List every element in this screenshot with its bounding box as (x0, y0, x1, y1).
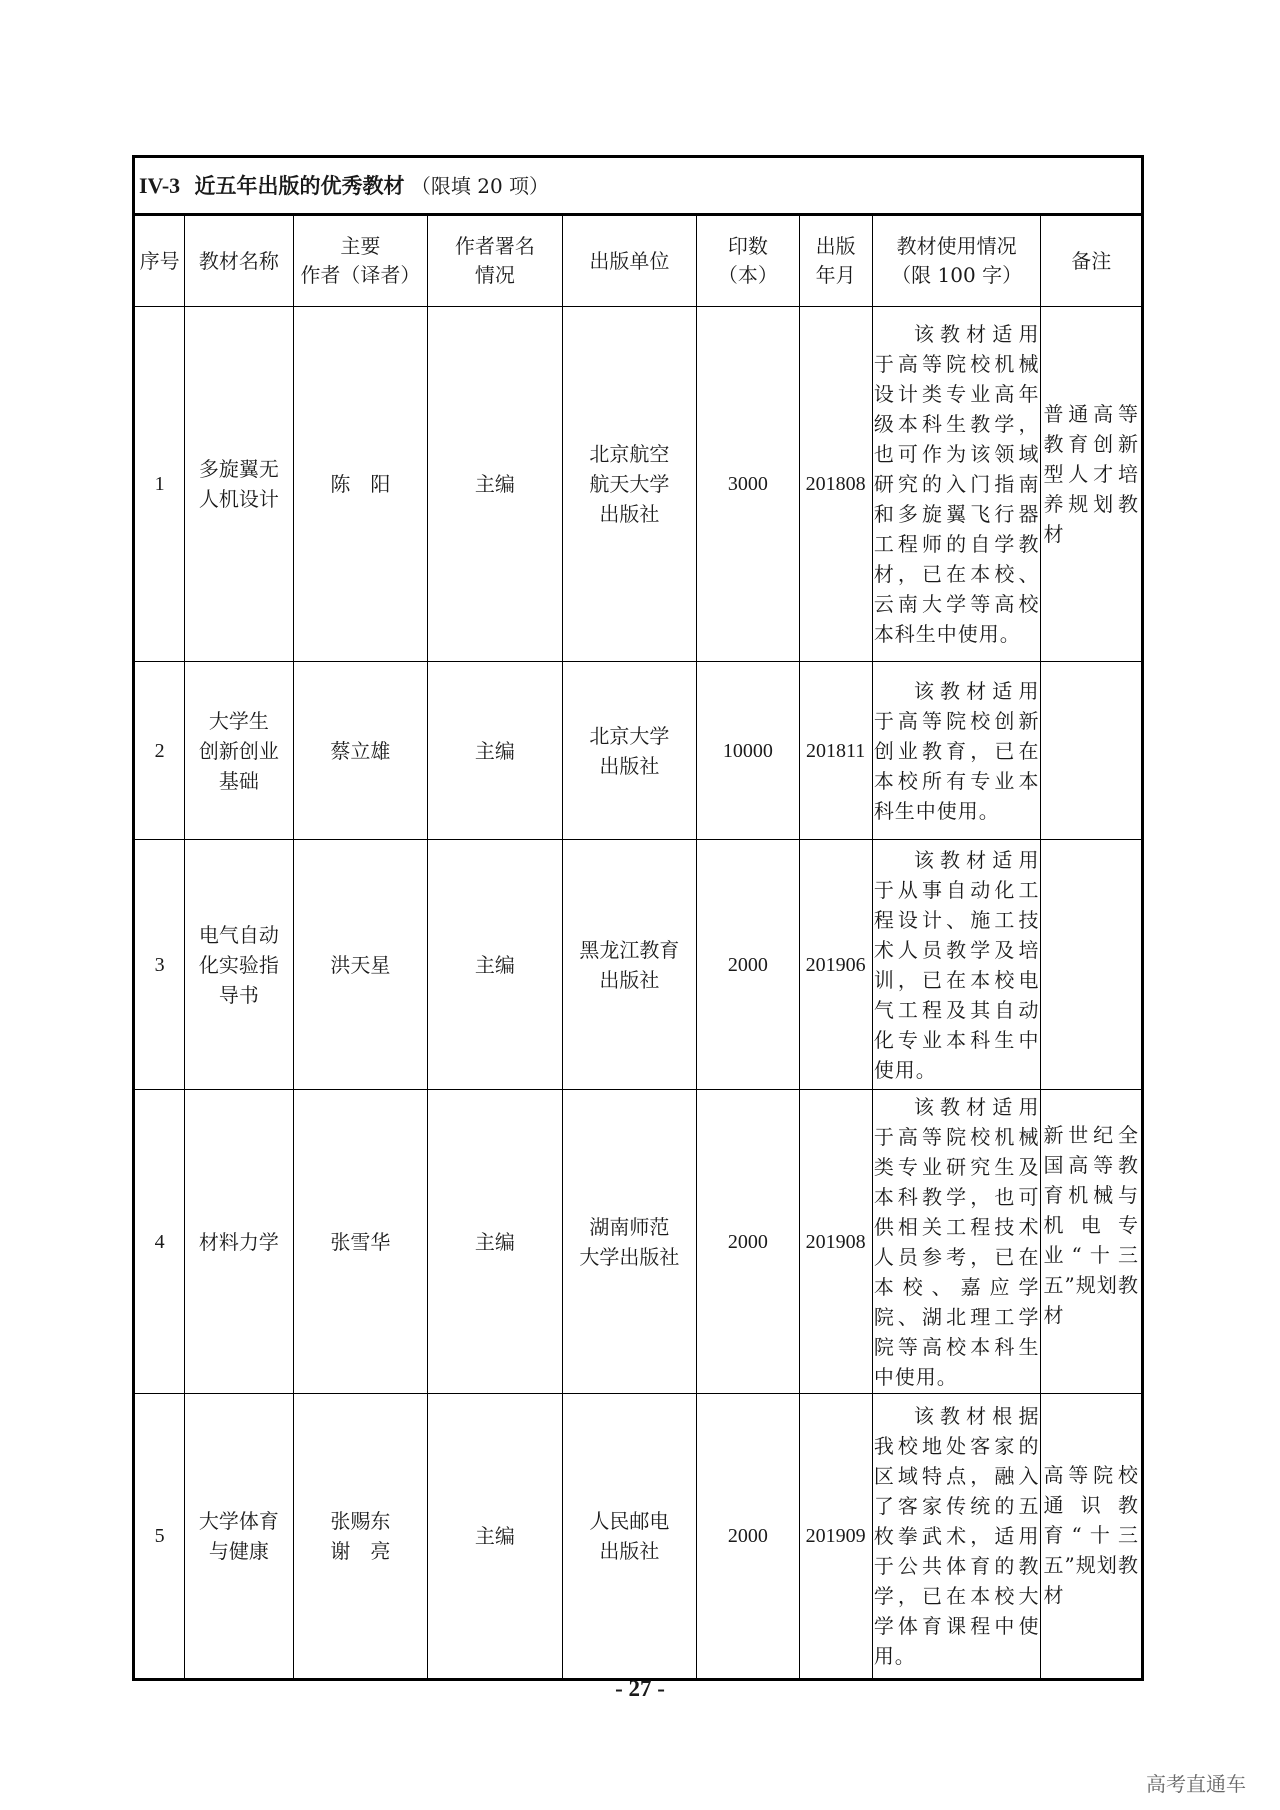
col-author: 主要 作者（译者） (293, 215, 428, 307)
row-name: 多旋翼无 人机设计 (185, 307, 293, 662)
row-name: 大学生 创新创业 基础 (185, 662, 293, 840)
section-note: （限填 20 项） (410, 173, 550, 198)
row-seq: 5 (134, 1394, 185, 1680)
row-role: 主编 (428, 662, 563, 840)
column-header-row (134, 215, 1143, 307)
section-code: IV-3 (139, 172, 181, 198)
row-publisher: 黑龙江教育 出版社 (562, 840, 697, 1090)
table-row (134, 1394, 1143, 1680)
row-seq: 4 (134, 1090, 185, 1394)
col-role: 作者署名 情况 (428, 215, 563, 307)
row-usage: 该教材根据我校地处客家的区域特点，融入了客家传统的五枚拳武术，适用于公共体育的教学，已在本校大学体育课程中使用。 (872, 1394, 1041, 1680)
col-name: 教材名称 (185, 215, 293, 307)
col-remark: 备注 (1041, 215, 1143, 307)
col-seq: 序号 (134, 215, 185, 307)
row-author: 蔡立雄 (293, 662, 428, 840)
row-copies: 2000 (697, 1394, 799, 1680)
table-row (134, 307, 1143, 662)
col-date: 出版 年月 (799, 215, 872, 307)
row-usage: 该教材适用于从事自动化工程设计、施工技术人员教学及培训，已在本校电气工程及其自动化专业本科生中使用。 (872, 840, 1041, 1090)
row-remark (1041, 662, 1143, 840)
col-usage: 教材使用情况 （限 100 字） (872, 215, 1041, 307)
table-row (134, 840, 1143, 1090)
section-title: 近五年出版的优秀教材 (194, 172, 405, 198)
row-copies: 3000 (697, 307, 799, 662)
row-copies: 2000 (697, 1090, 799, 1394)
row-seq: 3 (134, 840, 185, 1090)
row-publisher: 北京大学 出版社 (562, 662, 697, 840)
row-date: 201808 (799, 307, 872, 662)
row-author: 陈 阳 (293, 307, 428, 662)
row-seq: 1 (134, 307, 185, 662)
row-role: 主编 (428, 307, 563, 662)
row-role: 主编 (428, 840, 563, 1090)
table-row (134, 1090, 1143, 1394)
row-name: 材料力学 (185, 1090, 293, 1394)
textbook-table (132, 155, 1144, 1681)
row-date: 201811 (799, 662, 872, 840)
row-remark: 普通高等教育创新型人才培养规划教材 (1041, 307, 1143, 662)
row-author: 张雪华 (293, 1090, 428, 1394)
watermark: 高考直通车 (1146, 1772, 1246, 1796)
row-name: 电气自动 化实验指 导书 (185, 840, 293, 1090)
row-role: 主编 (428, 1394, 563, 1680)
row-author: 张赐东 谢 亮 (293, 1394, 428, 1680)
section-header (134, 157, 1143, 215)
row-date: 201909 (799, 1394, 872, 1680)
row-name: 大学体育 与健康 (185, 1394, 293, 1680)
row-seq: 2 (134, 662, 185, 840)
section-header-row (134, 157, 1143, 215)
row-remark: 新世纪全国高等教育机械与机电专业“十三五”规划教材 (1041, 1090, 1143, 1394)
row-publisher: 人民邮电 出版社 (562, 1394, 697, 1680)
row-date: 201906 (799, 840, 872, 1090)
row-usage: 该教材适用于高等院校机械设计类专业高年级本科生教学，也可作为该领域研究的入门指南和多旋翼飞行器工程师的自学教材，已在本校、云南大学等高校本科生中使用。 (872, 307, 1041, 662)
row-copies: 10000 (697, 662, 799, 840)
page-number: - 27 - (615, 1676, 665, 1701)
col-copies: 印数 （本） (697, 215, 799, 307)
row-publisher: 湖南师范 大学出版社 (562, 1090, 697, 1394)
row-publisher: 北京航空 航天大学 出版社 (562, 307, 697, 662)
row-date: 201908 (799, 1090, 872, 1394)
row-usage: 该教材适用于高等院校创新创业教育，已在本校所有专业本科生中使用。 (872, 662, 1041, 840)
row-remark: 高等院校通识教育“十三五”规划教材 (1041, 1394, 1143, 1680)
row-copies: 2000 (697, 840, 799, 1090)
row-usage: 该教材适用于高等院校机械类专业研究生及本科教学，也可供相关工程技术人员参考，已在本校、嘉应学院、湖北理工学院等高校本科生中使用。 (872, 1090, 1041, 1394)
row-author: 洪天星 (293, 840, 428, 1090)
col-publisher: 出版单位 (562, 215, 697, 307)
row-remark (1041, 840, 1143, 1090)
table-row (134, 662, 1143, 840)
row-role: 主编 (428, 1090, 563, 1394)
